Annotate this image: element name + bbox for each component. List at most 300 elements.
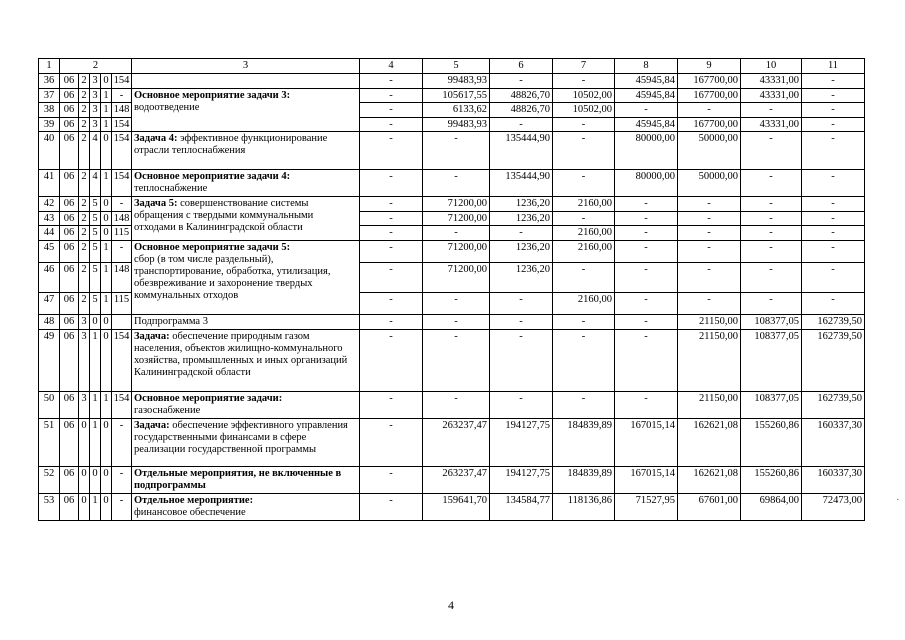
value-cell-col11: 162739,50 (802, 314, 865, 329)
code-program: 06 (60, 466, 79, 493)
value-cell-col10: 155260,86 (741, 466, 802, 493)
table-row (39, 418, 865, 466)
code-program: 06 (60, 391, 79, 418)
description-heading: Основное мероприятие задачи 5: (134, 241, 291, 253)
value-cell-col8: - (615, 240, 678, 262)
value-cell-col10: - (741, 197, 802, 212)
value-cell-col10: - (741, 240, 802, 262)
value-cell-col11: 162739,50 (802, 391, 865, 418)
code-program: 06 (60, 226, 79, 241)
code-executor: 154 (112, 170, 132, 197)
value-cell-col11: - (802, 262, 865, 292)
code-executor: 154 (112, 132, 132, 170)
code-subprogram: 2 (79, 262, 90, 292)
value-cell-col4: - (360, 329, 423, 391)
code-executor: 154 (112, 74, 132, 89)
description-text: эффективное функционирование отрасли теплоснабжения (134, 133, 328, 156)
code-subprogram: 2 (79, 88, 90, 103)
code-program: 06 (60, 117, 79, 132)
value-cell-col6: 194127,75 (490, 466, 553, 493)
code-measure: 0 (101, 418, 112, 466)
value-cell-col8: 45945,84 (615, 74, 678, 89)
code-measure: 0 (101, 74, 112, 89)
description-heading: Основное мероприятие задачи: (134, 392, 283, 404)
value-cell-col9: 21150,00 (678, 329, 741, 391)
description-text: водоотведение (134, 101, 200, 113)
value-cell-col4: - (360, 292, 423, 314)
description-cell (132, 88, 360, 132)
code-subprogram: 0 (79, 418, 90, 466)
description-heading: Основное мероприятие задачи 3: (134, 89, 291, 101)
row-number: 36 (39, 74, 60, 89)
value-cell-col5: 263237,47 (423, 466, 490, 493)
value-cell-col9: - (678, 211, 741, 226)
value-cell-col4: - (360, 240, 423, 262)
margin-mark: . (896, 492, 899, 503)
description-cell (132, 493, 360, 520)
value-cell-col5: - (423, 292, 490, 314)
header-cell-1: 1 (39, 59, 60, 74)
code-measure: 0 (101, 211, 112, 226)
code-measure: 1 (101, 117, 112, 132)
description-heading: Задача 5: (134, 198, 178, 209)
value-cell-col4: - (360, 88, 423, 103)
code-task: 5 (90, 226, 101, 241)
description-heading: Отдельные мероприятия, не включенные в подпрограммы (134, 467, 342, 491)
description-heading: Отдельное мероприятие: (134, 494, 254, 506)
code-executor: 154 (112, 391, 132, 418)
value-cell-col5: 159641,70 (423, 493, 490, 520)
code-task: 1 (90, 418, 101, 466)
code-program: 06 (60, 74, 79, 89)
page-number: 4 (448, 598, 454, 612)
description-text: сбор (в том числе раздельный), транспортирование, обработка, утилизация, обезвреживание и захоронение твердых коммунальных отходов (134, 253, 331, 301)
value-cell-col6: 48826,70 (490, 103, 553, 118)
value-cell-col5: - (423, 226, 490, 241)
value-cell-col6: - (490, 117, 553, 132)
value-cell-col6: - (490, 226, 553, 241)
code-measure: 0 (101, 466, 112, 493)
code-task: 5 (90, 197, 101, 212)
value-cell-col11: - (802, 240, 865, 262)
value-cell-col7: - (553, 117, 615, 132)
description-cell (132, 170, 360, 197)
value-cell-col6: - (490, 329, 553, 391)
code-measure: 0 (101, 197, 112, 212)
value-cell-col4: - (360, 314, 423, 329)
code-program: 06 (60, 314, 79, 329)
value-cell-col6: 1236,20 (490, 262, 553, 292)
code-subprogram: 2 (79, 103, 90, 118)
code-program: 06 (60, 493, 79, 520)
header-cell-6: 6 (490, 59, 553, 74)
value-cell-col10: - (741, 103, 802, 118)
code-executor: 154 (112, 117, 132, 132)
header-cell-9: 9 (678, 59, 741, 74)
value-cell-col7: - (553, 211, 615, 226)
value-cell-col10: 108377,05 (741, 391, 802, 418)
code-subprogram: 2 (79, 211, 90, 226)
code-subprogram: 2 (79, 132, 90, 170)
value-cell-col8: - (615, 103, 678, 118)
value-cell-col5: - (423, 170, 490, 197)
value-cell-col9: 21150,00 (678, 314, 741, 329)
value-cell-col5: 99483,93 (423, 74, 490, 89)
code-task: 1 (90, 391, 101, 418)
code-subprogram: 2 (79, 292, 90, 314)
value-cell-col4: - (360, 170, 423, 197)
value-cell-col9: 167700,00 (678, 117, 741, 132)
header-row (39, 59, 865, 74)
value-cell-col8: - (615, 262, 678, 292)
description-text: теплоснабжение (134, 183, 208, 194)
value-cell-col9: - (678, 226, 741, 241)
code-measure: 0 (101, 329, 112, 391)
code-task: 3 (90, 74, 101, 89)
value-cell-col8: 167015,14 (615, 466, 678, 493)
code-executor: 148 (112, 103, 132, 118)
value-cell-col6: 135444,90 (490, 132, 553, 170)
value-cell-col8: - (615, 391, 678, 418)
code-subprogram: 2 (79, 74, 90, 89)
header-cell-11: 11 (802, 59, 865, 74)
code-subprogram: 2 (79, 117, 90, 132)
description-cell (132, 391, 360, 418)
row-number: 50 (39, 391, 60, 418)
header-cell-10: 10 (741, 59, 802, 74)
code-executor: - (112, 88, 132, 103)
code-program: 06 (60, 197, 79, 212)
code-executor: - (112, 418, 132, 466)
value-cell-col9: 67601,00 (678, 493, 741, 520)
row-number: 40 (39, 132, 60, 170)
code-measure: 0 (101, 314, 112, 329)
value-cell-col9: - (678, 292, 741, 314)
value-cell-col5: 71200,00 (423, 197, 490, 212)
value-cell-col6: 48826,70 (490, 88, 553, 103)
value-cell-col11: - (802, 88, 865, 103)
code-measure: 1 (101, 103, 112, 118)
value-cell-col6: - (490, 74, 553, 89)
value-cell-col10: 108377,05 (741, 329, 802, 391)
value-cell-col6: 134584,77 (490, 493, 553, 520)
value-cell-col5: 71200,00 (423, 211, 490, 226)
value-cell-col6: 1236,20 (490, 211, 553, 226)
description-text: совершенствование системы обращения с твердыми коммунальными отходами в Калининградской области (134, 198, 314, 233)
table-row (39, 240, 865, 262)
value-cell-col9: 167700,00 (678, 88, 741, 103)
description-text: Подпрограмма 3 (134, 315, 208, 327)
value-cell-col10: 43331,00 (741, 88, 802, 103)
value-cell-col5: - (423, 314, 490, 329)
value-cell-col7: 2160,00 (553, 226, 615, 241)
code-subprogram: 2 (79, 240, 90, 262)
code-program: 06 (60, 262, 79, 292)
value-cell-col8: 80000,00 (615, 132, 678, 170)
row-number: 37 (39, 88, 60, 103)
table-row (39, 466, 865, 493)
description-heading: Основное мероприятие задачи 4: (134, 171, 291, 182)
value-cell-col7: - (553, 132, 615, 170)
value-cell-col11: - (802, 170, 865, 197)
value-cell-col11: 160337,30 (802, 466, 865, 493)
code-program: 06 (60, 132, 79, 170)
value-cell-col4: - (360, 197, 423, 212)
value-cell-col10: - (741, 170, 802, 197)
code-task: 4 (90, 132, 101, 170)
value-cell-col6: 1236,20 (490, 197, 553, 212)
description-cell (132, 466, 360, 493)
value-cell-col7: - (553, 74, 615, 89)
code-executor (112, 314, 132, 329)
row-number: 49 (39, 329, 60, 391)
value-cell-col10: - (741, 132, 802, 170)
value-cell-col6: - (490, 292, 553, 314)
value-cell-col9: 21150,00 (678, 391, 741, 418)
value-cell-col11: - (802, 103, 865, 118)
value-cell-col11: - (802, 211, 865, 226)
row-number: 41 (39, 170, 60, 197)
value-cell-col5: 71200,00 (423, 262, 490, 292)
code-task: 5 (90, 292, 101, 314)
row-number: 42 (39, 197, 60, 212)
value-cell-col11: 72473,00 (802, 493, 865, 520)
description-cell (132, 74, 360, 89)
value-cell-col4: - (360, 262, 423, 292)
value-cell-col7: 2160,00 (553, 197, 615, 212)
value-cell-col9: 162621,08 (678, 418, 741, 466)
header-cell-2: 2 (60, 59, 132, 74)
value-cell-col11: - (802, 117, 865, 132)
value-cell-col8: - (615, 329, 678, 391)
value-cell-col6: 1236,20 (490, 240, 553, 262)
value-cell-col11: - (802, 74, 865, 89)
value-cell-col4: - (360, 493, 423, 520)
budget-table (38, 58, 865, 521)
value-cell-col11: 160337,30 (802, 418, 865, 466)
row-number: 46 (39, 262, 60, 292)
code-measure: 1 (101, 292, 112, 314)
value-cell-col5: 99483,93 (423, 117, 490, 132)
value-cell-col7: 2160,00 (553, 292, 615, 314)
value-cell-col7: - (553, 262, 615, 292)
code-measure: 0 (101, 226, 112, 241)
value-cell-col4: - (360, 466, 423, 493)
table-row (39, 329, 865, 391)
row-number: 53 (39, 493, 60, 520)
row-number: 38 (39, 103, 60, 118)
value-cell-col10: - (741, 226, 802, 241)
table-row (39, 170, 865, 197)
value-cell-col8: 71527,95 (615, 493, 678, 520)
code-subprogram: 2 (79, 170, 90, 197)
code-task: 3 (90, 103, 101, 118)
code-executor: 115 (112, 226, 132, 241)
code-program: 06 (60, 292, 79, 314)
value-cell-col7: 184839,89 (553, 418, 615, 466)
row-number: 47 (39, 292, 60, 314)
description-cell (132, 418, 360, 466)
code-program: 06 (60, 418, 79, 466)
table-row (39, 132, 865, 170)
value-cell-col10: 108377,05 (741, 314, 802, 329)
value-cell-col10: - (741, 211, 802, 226)
code-measure: 1 (101, 391, 112, 418)
description-cell (132, 314, 360, 329)
value-cell-col6: 194127,75 (490, 418, 553, 466)
row-number: 39 (39, 117, 60, 132)
table-row (39, 88, 865, 103)
code-program: 06 (60, 240, 79, 262)
code-subprogram: 2 (79, 197, 90, 212)
code-task: 3 (90, 88, 101, 103)
value-cell-col4: - (360, 418, 423, 466)
description-heading: Задача: (134, 330, 170, 342)
value-cell-col4: - (360, 117, 423, 132)
value-cell-col7: 118136,86 (553, 493, 615, 520)
code-program: 06 (60, 211, 79, 226)
code-executor: 148 (112, 262, 132, 292)
value-cell-col10: - (741, 262, 802, 292)
code-executor: - (112, 240, 132, 262)
header-cell-8: 8 (615, 59, 678, 74)
code-program: 06 (60, 170, 79, 197)
description-cell (132, 197, 360, 241)
value-cell-col8: 167015,14 (615, 418, 678, 466)
code-task: 5 (90, 211, 101, 226)
row-number: 48 (39, 314, 60, 329)
code-subprogram: 3 (79, 391, 90, 418)
value-cell-col5: - (423, 329, 490, 391)
value-cell-col8: - (615, 314, 678, 329)
value-cell-col5: - (423, 391, 490, 418)
value-cell-col6: 135444,90 (490, 170, 553, 197)
code-executor: 154 (112, 329, 132, 391)
code-task: 5 (90, 240, 101, 262)
code-subprogram: 2 (79, 226, 90, 241)
value-cell-col6: - (490, 314, 553, 329)
value-cell-col8: 80000,00 (615, 170, 678, 197)
code-program: 06 (60, 329, 79, 391)
value-cell-col8: - (615, 226, 678, 241)
description-text: газоснабжение (134, 404, 201, 416)
code-executor: - (112, 197, 132, 212)
code-subprogram: 0 (79, 493, 90, 520)
table-row (39, 197, 865, 212)
header-cell-4: 4 (360, 59, 423, 74)
value-cell-col8: 45945,84 (615, 88, 678, 103)
value-cell-col6: - (490, 391, 553, 418)
description-text: обеспечение природным газом населения, объектов жилищно-коммунального хозяйства, промышленных и иных организаций Калининградской области (134, 330, 348, 378)
code-measure: 1 (101, 88, 112, 103)
code-task: 0 (90, 314, 101, 329)
code-executor: 115 (112, 292, 132, 314)
description-cell (132, 240, 360, 314)
value-cell-col10: 155260,86 (741, 418, 802, 466)
code-measure: 1 (101, 262, 112, 292)
value-cell-col11: - (802, 132, 865, 170)
header-cell-5: 5 (423, 59, 490, 74)
value-cell-col9: - (678, 240, 741, 262)
value-cell-col11: - (802, 292, 865, 314)
value-cell-col9: 162621,08 (678, 466, 741, 493)
value-cell-col11: - (802, 226, 865, 241)
code-program: 06 (60, 88, 79, 103)
code-task: 3 (90, 117, 101, 132)
value-cell-col5: 105617,55 (423, 88, 490, 103)
value-cell-col4: - (360, 103, 423, 118)
value-cell-col8: - (615, 292, 678, 314)
value-cell-col9: - (678, 262, 741, 292)
description-text: обеспечение эффективного управления государственными финансами в сфере реализации государственной программы (134, 419, 348, 455)
value-cell-col7: 10502,00 (553, 88, 615, 103)
description-heading: Задача 4: (134, 133, 178, 144)
description-cell (132, 132, 360, 170)
table-row (39, 391, 865, 418)
value-cell-col7: 2160,00 (553, 240, 615, 262)
value-cell-col7: 10502,00 (553, 103, 615, 118)
value-cell-col10: - (741, 292, 802, 314)
value-cell-col5: - (423, 132, 490, 170)
value-cell-col8: - (615, 197, 678, 212)
value-cell-col4: - (360, 74, 423, 89)
value-cell-col11: 162739,50 (802, 329, 865, 391)
code-executor: 148 (112, 211, 132, 226)
row-number: 52 (39, 466, 60, 493)
value-cell-col8: 45945,84 (615, 117, 678, 132)
code-program: 06 (60, 103, 79, 118)
value-cell-col9: 167700,00 (678, 74, 741, 89)
code-task: 4 (90, 170, 101, 197)
code-measure: 1 (101, 170, 112, 197)
row-number: 51 (39, 418, 60, 466)
value-cell-col5: 71200,00 (423, 240, 490, 262)
value-cell-col5: 263237,47 (423, 418, 490, 466)
value-cell-col10: 43331,00 (741, 117, 802, 132)
value-cell-col4: - (360, 226, 423, 241)
value-cell-col9: 50000,00 (678, 132, 741, 170)
value-cell-col9: - (678, 103, 741, 118)
code-executor: - (112, 466, 132, 493)
description-text: финансовое обеспечение (134, 506, 246, 518)
code-task: 1 (90, 493, 101, 520)
code-subprogram: 3 (79, 329, 90, 391)
value-cell-col4: - (360, 211, 423, 226)
value-cell-col10: 69864,00 (741, 493, 802, 520)
row-number: 43 (39, 211, 60, 226)
header-cell-3: 3 (132, 59, 360, 74)
value-cell-col7: - (553, 170, 615, 197)
value-cell-col9: 50000,00 (678, 170, 741, 197)
code-subprogram: 3 (79, 314, 90, 329)
code-task: 1 (90, 329, 101, 391)
row-number: 44 (39, 226, 60, 241)
value-cell-col7: - (553, 314, 615, 329)
value-cell-col8: - (615, 211, 678, 226)
code-measure: 1 (101, 240, 112, 262)
value-cell-col7: - (553, 391, 615, 418)
value-cell-col7: 184839,89 (553, 466, 615, 493)
value-cell-col7: - (553, 329, 615, 391)
table-row (39, 74, 865, 89)
value-cell-col4: - (360, 132, 423, 170)
code-subprogram: 0 (79, 466, 90, 493)
table-row (39, 493, 865, 520)
value-cell-col4: - (360, 391, 423, 418)
value-cell-col11: - (802, 197, 865, 212)
value-cell-col10: 43331,00 (741, 74, 802, 89)
description-heading: Задача: (134, 419, 170, 431)
